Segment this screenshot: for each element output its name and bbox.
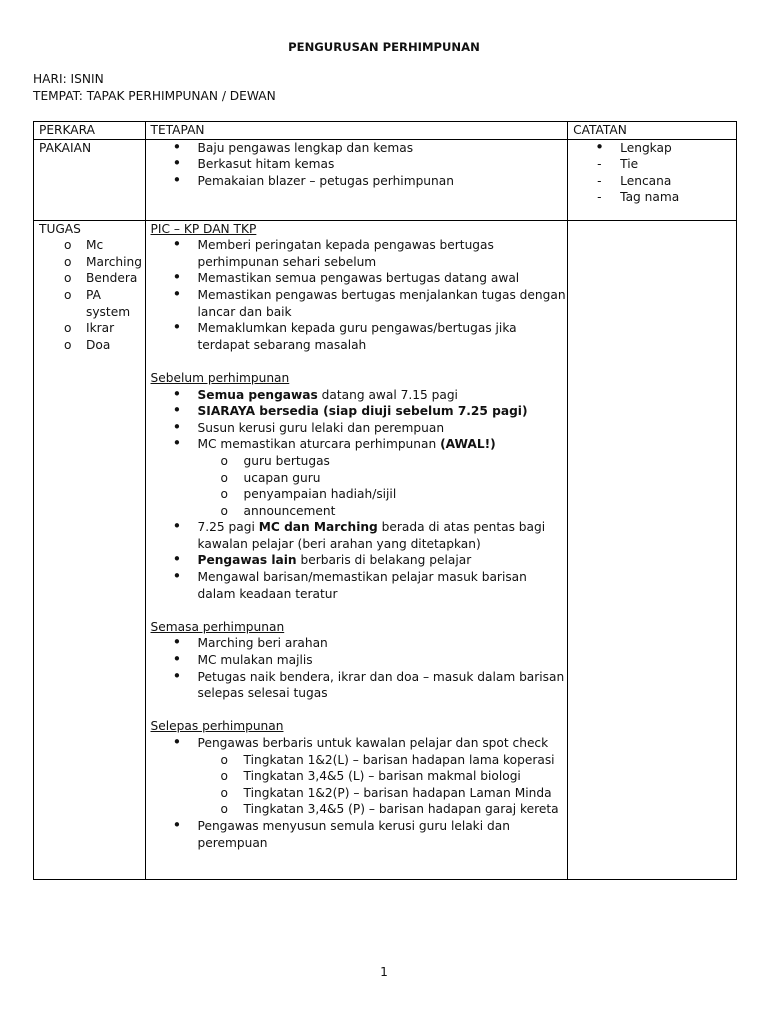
pakaian-label: PAKAIAN — [39, 140, 92, 155]
item-text: 7.25 pagi — [197, 520, 259, 535]
selepas-heading: Selepas perhimpunan — [150, 719, 284, 734]
sebelum-heading: Sebelum perhimpunan — [150, 370, 290, 385]
list-item: • Marching beri arahan — [151, 635, 568, 652]
meeting-day: HARI: ISNIN — [33, 72, 104, 86]
catatan-bullet-list — [573, 140, 736, 157]
emphasis-text: Semua pengawas — [197, 387, 318, 402]
list-item: o penyampaian hadiah/sijil — [151, 486, 568, 503]
pakaian-list — [151, 140, 568, 190]
table-row-tugas — [34, 220, 737, 879]
semasa-list — [151, 635, 568, 701]
sebelum-list — [151, 387, 568, 453]
pakaian-tetapan-cell — [145, 139, 568, 220]
list-item: o ucapan guru — [151, 470, 568, 487]
table-header-row — [34, 122, 737, 140]
emphasis-text: Pengawas lain — [197, 553, 297, 568]
emphasis-text: (AWAL!) — [440, 437, 496, 452]
list-item: • Mengawal barisan/memastikan pelajar masuk barisan dalam keadaan teratur — [151, 569, 568, 602]
list-item: • Berkasut hitam kemas — [151, 156, 568, 173]
pakaian-catatan-cell — [568, 139, 737, 220]
list-item: • Pemakaian blazer – petugas perhimpunan — [151, 173, 568, 190]
list-item: o Tingkatan 1&2(L) – barisan hadapan lama koperasi — [151, 752, 568, 769]
list-item: • Lengkap — [573, 140, 736, 157]
table-row-pakaian — [34, 139, 737, 220]
list-item: - Tag nama — [573, 189, 736, 206]
header-tetapan: TETAPAN — [145, 122, 568, 140]
list-item: o Tingkatan 1&2(P) – barisan hadapan Laman Minda — [151, 785, 568, 802]
list-item — [151, 519, 568, 552]
tugas-perkara-cell — [34, 220, 146, 879]
item-text: berbaris di belakang pelajar — [296, 553, 472, 568]
list-item: • Pengawas menyusun semula kerusi guru lelaki dan perempuan — [151, 818, 568, 851]
list-item: • Memaklumkan kepada guru pengawas/bertugas jika terdapat sebarang masalah — [151, 320, 568, 353]
list-item: o Bendera — [39, 270, 145, 287]
list-item: • Memberi peringatan kepada pengawas bertugas perhimpunan sehari sebelum — [151, 237, 568, 270]
list-item: o guru bertugas — [151, 453, 568, 470]
list-item: o PA system — [39, 287, 145, 320]
list-item — [151, 403, 568, 420]
list-item: • Petugas naik bendera, ikrar dan doa – masuk dalam barisan selepas selesai tugas — [151, 669, 568, 702]
list-item: • Pengawas berbaris untuk kawalan pelajar dan spot check — [151, 735, 568, 752]
header-catatan: CATATAN — [568, 122, 737, 140]
list-item: o Tingkatan 3,4&5 (P) – barisan hadapan garaj kereta — [151, 801, 568, 818]
list-item: o Doa — [39, 337, 145, 354]
tugas-tetapan-cell — [145, 220, 568, 879]
aturcara-sublist — [151, 453, 568, 519]
list-item — [151, 387, 568, 404]
list-item: o Tingkatan 3,4&5 (L) – barisan makmal biologi — [151, 768, 568, 785]
semasa-heading: Semasa perhimpunan — [150, 619, 285, 634]
selepas-list — [151, 735, 568, 752]
tugas-task-list — [39, 237, 145, 353]
assembly-table — [33, 121, 737, 880]
list-item: • Susun kerusi guru lelaki dan perempuan — [151, 420, 568, 437]
list-item: o Marching — [39, 254, 145, 271]
pakaian-perkara-cell — [34, 139, 146, 220]
tugas-label: TUGAS — [39, 221, 81, 236]
list-item: • Baju pengawas lengkap dan kemas — [151, 140, 568, 157]
item-text: MC memastikan aturcara perhimpunan — [197, 437, 441, 452]
emphasis-text: MC dan Marching — [258, 520, 378, 535]
list-item: • Memastikan pengawas bertugas menjalankan tugas dengan lancar dan baik — [151, 287, 568, 320]
item-text: berada di atas pentas bagi kawalan pelajar (beri arahan yang ditetapkan) — [197, 520, 546, 551]
sebelum-list-cont — [151, 519, 568, 602]
list-item: - Tie — [573, 156, 736, 173]
document-title: PENGURUSAN PERHIMPUNAN — [288, 40, 480, 54]
pic-list — [151, 237, 568, 353]
list-item — [151, 436, 568, 453]
catatan-dash-list — [573, 156, 736, 206]
list-item: - Lencana — [573, 173, 736, 190]
list-item: o Mc — [39, 237, 145, 254]
list-item: o announcement — [151, 503, 568, 520]
selepas-list-cont — [151, 818, 568, 851]
tugas-catatan-cell — [568, 220, 737, 879]
list-item: o Ikrar — [39, 320, 145, 337]
emphasis-text: SIARAYA bersedia (siap diuji sebelum 7.25 pagi) — [197, 404, 528, 419]
spot-check-sublist — [151, 752, 568, 818]
item-text: datang awal 7.15 pagi — [317, 387, 458, 402]
list-item: • MC mulakan majlis — [151, 652, 568, 669]
list-item: • Memastikan semua pengawas bertugas datang awal — [151, 270, 568, 287]
header-perkara: PERKARA — [34, 122, 146, 140]
pic-heading: PIC – KP DAN TKP — [150, 221, 257, 236]
page-number: 1 — [380, 965, 388, 979]
meeting-place: TEMPAT: TAPAK PERHIMPUNAN / DEWAN — [33, 89, 276, 103]
list-item — [151, 552, 568, 569]
